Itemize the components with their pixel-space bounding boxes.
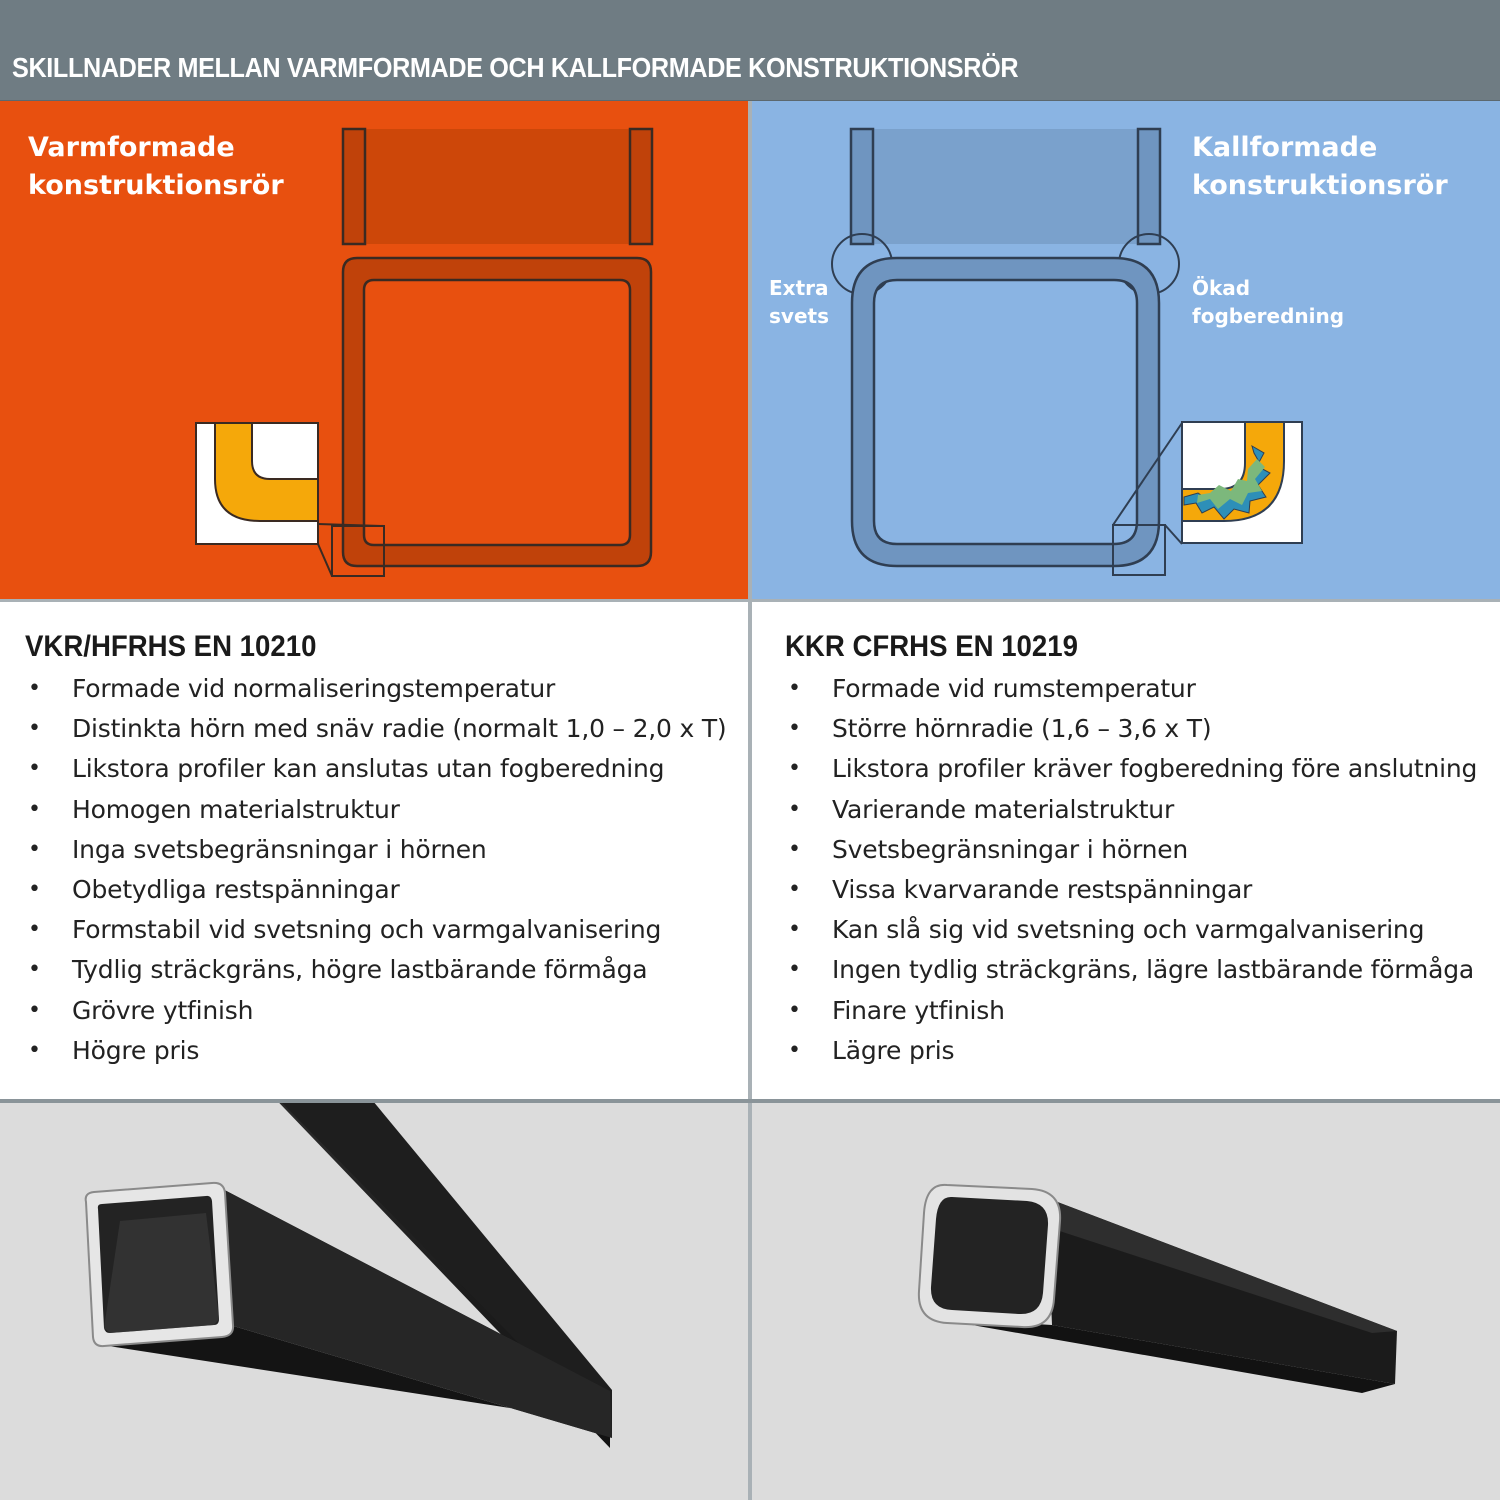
list-item: • Ingen tydlig sträckgräns, lägre lastbärande förmåga [788, 955, 1475, 985]
list-item: • Svetsbegränsningar i hörnen [788, 834, 1189, 864]
list-item: • Varierande materialstruktur [788, 794, 1175, 824]
joint-prep-note-line1: Ökad [1192, 276, 1251, 300]
list-item: • Kan slå sig vid svetsning och varmgalvanisering [788, 915, 1425, 945]
cold-formed-label-line2: konstruktionsrör [1192, 170, 1448, 201]
cold-formed-tube-diagram [752, 101, 1500, 599]
cold-formed-spec-title: KKR CFRHS EN 10219 [785, 630, 1078, 663]
page-title: SKILLNADER MELLAN VARMFORMADE OCH KALLFORMADE KONSTRUKTIONSRÖR [12, 52, 1019, 83]
joint-prep-note-line2: fogberedning [1192, 304, 1345, 328]
list-item: • Obetydliga restspänningar [28, 874, 400, 904]
cold-formed-spec-column [752, 602, 1500, 1099]
list-item: • Vissa kvarvarande restspänningar [788, 874, 1253, 904]
hot-formed-feature-list [28, 672, 728, 1074]
hot-connecting-wall-left [343, 129, 365, 244]
list-item: • Formade vid normaliseringstemperatur [28, 674, 556, 703]
hot-formed-tube-diagram [0, 101, 748, 599]
hot-formed-tube-photo [0, 1103, 748, 1500]
hot-formed-spec-column [0, 602, 748, 1099]
extra-weld-note-line1: Extra [769, 276, 829, 300]
hot-formed-diagram-panel [0, 101, 748, 599]
list-item: • Större hörnradie (1,6 – 3,6 x T) [788, 714, 1212, 744]
cold-formed-label-line1: Kallformade [1192, 132, 1378, 163]
cold-formed-diagram-panel [752, 101, 1500, 599]
hot-connecting-tube [343, 129, 651, 244]
list-item: • Lägre pris [788, 1035, 955, 1065]
cold-connecting-wall-right [1138, 129, 1160, 244]
cold-formed-tube-illustration [752, 1103, 1500, 1500]
hot-connecting-wall-right [630, 129, 652, 244]
cold-tube-opening [931, 1197, 1048, 1314]
list-item: • Formstabil vid svetsning och varmgalvanisering [28, 915, 662, 945]
hot-formed-label-line2: konstruktionsrör [28, 170, 284, 201]
list-item: • Grövre ytfinish [28, 995, 254, 1025]
list-item: • Likstora profiler kräver fogberedning före anslutning [788, 754, 1478, 784]
hot-formed-tube-illustration [0, 1103, 748, 1500]
list-item: • Distinkta hörn med snäv radie (normalt 1,0 – 2,0 x T) [28, 714, 727, 744]
cold-formed-tube-photo [752, 1103, 1500, 1500]
list-item: • Högre pris [28, 1035, 200, 1065]
extra-weld-note-line2: svets [769, 304, 829, 328]
cold-formed-feature-list [788, 672, 1493, 1074]
cold-connecting-wall-left [851, 129, 873, 244]
hot-formed-spec-title: VKR/HFRHS EN 10210 [25, 630, 317, 663]
list-item: • Formade vid rumstemperatur [788, 674, 1196, 703]
list-item: • Likstora profiler kan anslutas utan fogberedning [28, 754, 665, 784]
cold-main-tube-section [852, 258, 1159, 566]
hot-main-tube-section [343, 258, 651, 566]
cold-connecting-tube [851, 129, 1159, 244]
header-bar [0, 0, 1500, 101]
list-item: • Inga svetsbegränsningar i hörnen [28, 834, 487, 864]
list-item: • Homogen materialstruktur [28, 794, 400, 824]
hot-formed-label-line1: Varmformade [28, 132, 235, 163]
list-item: • Tydlig sträckgräns, högre lastbärande förmåga [28, 955, 648, 985]
list-item: • Finare ytfinish [788, 995, 1005, 1025]
